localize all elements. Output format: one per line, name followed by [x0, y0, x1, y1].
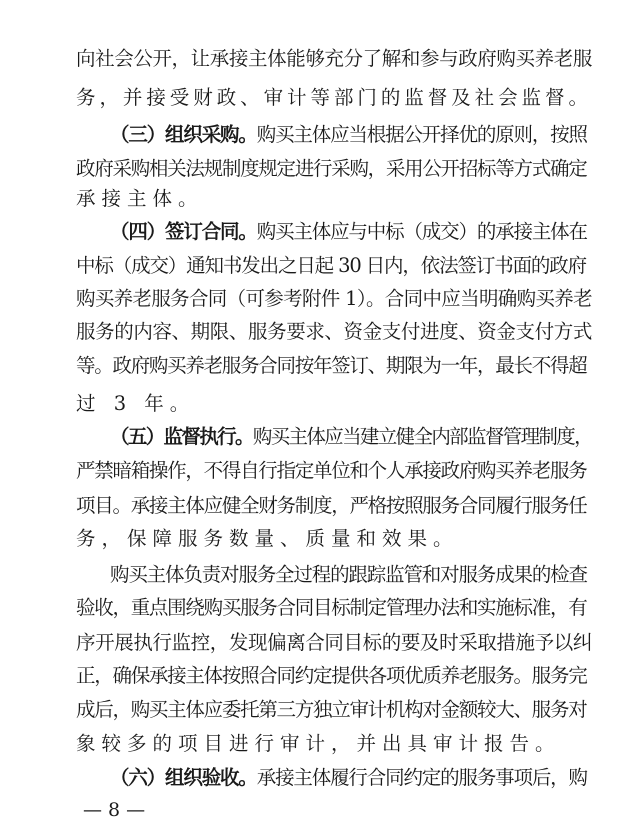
- text-line: 正，确保承接主体按照合同约定提供各项优质养老服务。服务完: [76, 664, 587, 687]
- text-line: 购买主体负责对服务全过程的跟踪监管和对服务成果的检查: [110, 563, 587, 586]
- text-line: 购买养老服务合同（可参考附件 1）。合同中应当明确购买养老: [76, 287, 592, 310]
- section-heading-bold: （四）签订合同。: [110, 220, 257, 243]
- text-line: 项目。承接主体应健全财务制度，严格按照服务合同履行服务任: [76, 494, 587, 517]
- section-heading-rest: 购买主体应当建立健全内部监督管理制度，: [252, 425, 592, 448]
- text-line: 验收，重点围绕购买服务合同目标制定管理办法和实施标准，有: [76, 596, 587, 619]
- section-heading-line: [110, 123, 592, 147]
- text-line: 承接主体。: [76, 187, 204, 210]
- text-line: 务，保障服务数量、质量和效果。: [76, 527, 459, 550]
- text-line: 等。政府购买养老服务合同按年签订、期限为一年，最长不得超: [76, 354, 587, 377]
- text-line: 中标（成交）通知书发出之日起 30 日内，依法签订书面的政府: [76, 254, 587, 277]
- section-heading-bold: （六）组织验收。: [110, 766, 257, 789]
- section-heading-line: [110, 220, 592, 244]
- text-line: 序开展执行监控，发现偏离合同目标的要及时采取措施予以纠: [76, 631, 592, 654]
- text-line: 务，并接受财政、审计等部门的监督及社会监督。: [76, 86, 592, 109]
- text-line: 向社会公开，让承接主体能够充分了解和参与政府购买养老服: [76, 47, 592, 70]
- section-heading-rest: 购买主体应当根据公开择优的原则，按照: [256, 123, 587, 146]
- section-heading-line: [110, 766, 592, 790]
- section-heading-rest: 承接主体履行合同约定的服务事项后，购: [256, 766, 587, 789]
- section-heading-rest: 购买主体应与中标（成交）的承接主体在: [256, 220, 587, 243]
- page-number: — 8 —: [83, 799, 146, 821]
- text-line: 象较多的项目进行审计，并出具审计报告。: [76, 732, 561, 755]
- text-line: 服务的内容、期限、服务要求、资金支付进度、资金支付方式: [76, 320, 592, 343]
- section-heading-bold: （三）组织采购。: [110, 123, 257, 146]
- text-line: 成后，购买主体应委托第三方独立审计机构对金额较大、服务对: [76, 698, 587, 721]
- text-line: 严禁暗箱操作，不得自行指定单位和个人承接政府购买养老服务: [76, 459, 587, 482]
- section-heading-bold: （五）监督执行。: [110, 425, 253, 448]
- text-line: 过 3 年。: [76, 392, 196, 415]
- section-heading-line: [110, 425, 592, 449]
- text-line: 政府采购相关法规制度规定进行采购，采用公开招标等方式确定: [76, 157, 587, 180]
